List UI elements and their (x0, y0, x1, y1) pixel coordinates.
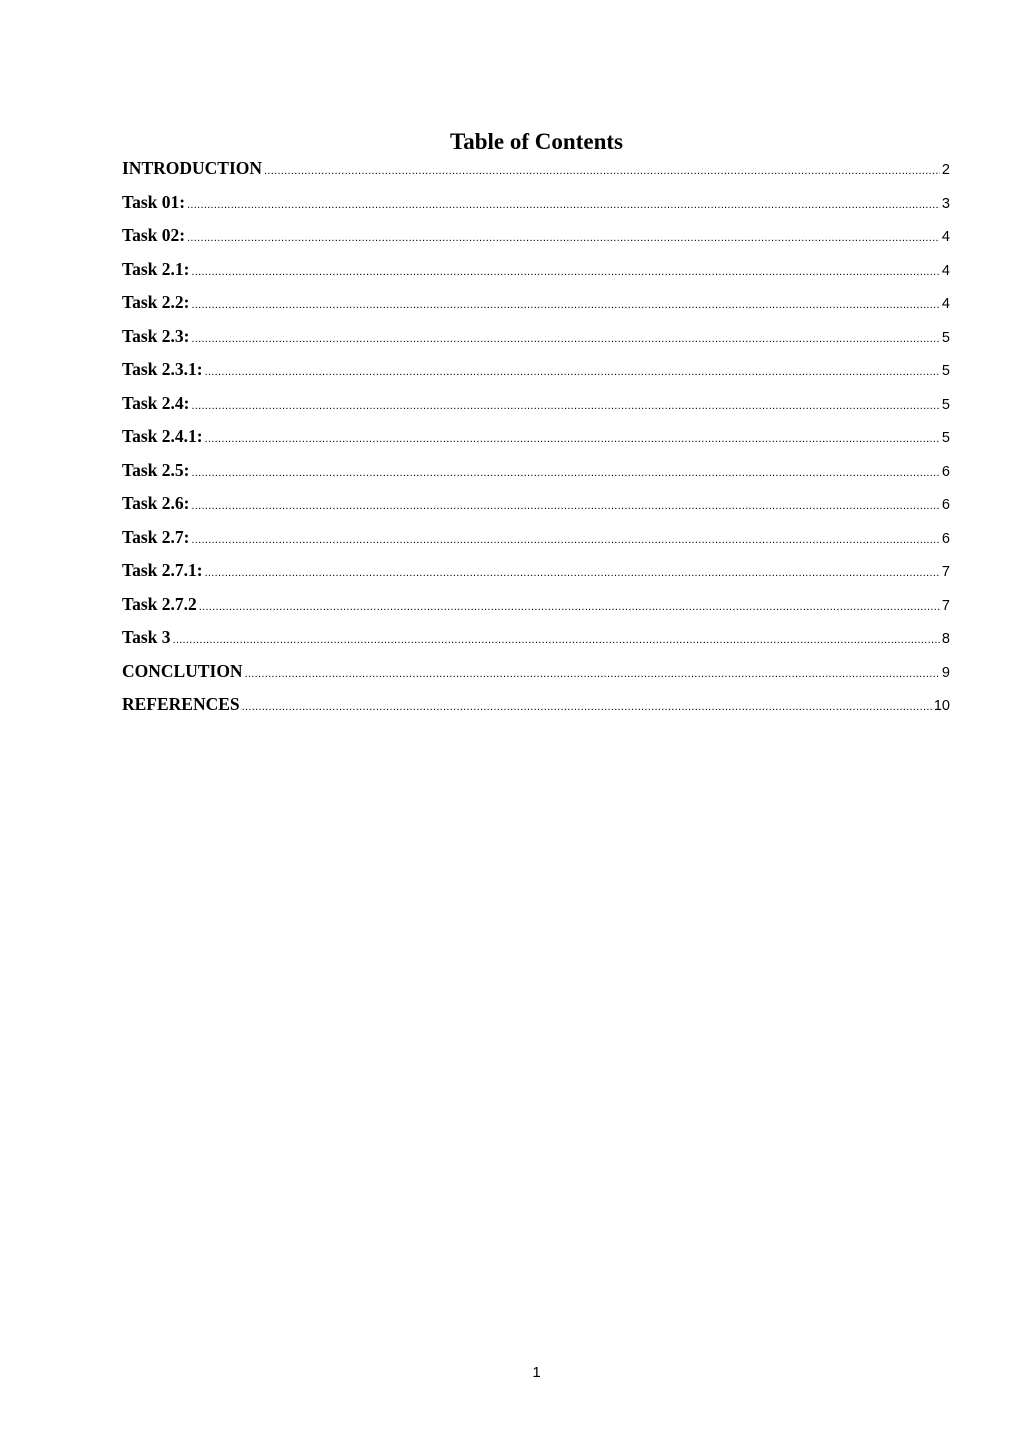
toc-entry-task-2-6[interactable] (122, 492, 950, 526)
toc-entry-task-2-4[interactable] (122, 392, 950, 426)
toc-entry-page: 7 (941, 597, 950, 614)
toc-entry-task-2-7-2[interactable] (122, 593, 950, 627)
dot-leader (191, 462, 939, 484)
toc-entry-page: 7 (941, 564, 950, 580)
toc-entry-task-2-3-1[interactable] (122, 358, 950, 392)
toc-entry-task-2-4-1[interactable] (122, 425, 950, 459)
dot-leader (187, 227, 940, 249)
dot-leader (205, 562, 940, 584)
toc-entry-label: Task 2.7: (122, 526, 190, 547)
toc-entry-label: Task 2.5: (122, 459, 190, 480)
toc-entry-label: Task 2.2: (122, 292, 190, 312)
dot-leader (199, 596, 940, 618)
toc-title: Table of Contents (450, 129, 623, 154)
toc-entry-label: Task 2.3: (122, 325, 190, 346)
toc-entry-page: 6 (941, 497, 950, 513)
dot-leader (191, 261, 939, 283)
toc-entry-page: 8 (941, 631, 950, 647)
dot-leader (242, 696, 932, 718)
dot-leader (187, 194, 940, 216)
toc-entry-label: INTRODUCTION (122, 158, 263, 178)
toc-entry-task-2-2[interactable] (122, 291, 950, 325)
dot-leader (205, 361, 940, 383)
toc-entry-task-2-3[interactable] (122, 325, 950, 359)
toc-entry-label: Task 2.1: (122, 258, 190, 279)
toc-entry-page: 9 (941, 664, 950, 681)
toc-entry-task-2-7[interactable] (122, 526, 950, 560)
toc-entry-label: Task 2.4: (122, 392, 190, 413)
toc-entry-task-02[interactable] (122, 224, 950, 258)
toc-entry-task-3[interactable] (122, 626, 950, 660)
dot-leader (245, 663, 940, 685)
toc-entry-label: Task 2.4.1: (122, 426, 203, 446)
toc-entry-label: Task 3 (122, 627, 171, 647)
toc-entry-page: 4 (941, 262, 950, 279)
toc-entry-label: Task 2.7.1: (122, 560, 203, 580)
dot-leader (191, 495, 939, 517)
toc-entry-label: Task 02: (122, 225, 186, 245)
toc-entry-label: CONCLUTION (122, 660, 243, 681)
toc-entry-references[interactable] (122, 693, 950, 727)
dot-leader (191, 529, 939, 551)
toc-entry-page: 5 (941, 363, 950, 379)
toc-entry-page: 3 (941, 195, 950, 212)
toc-entry-page: 5 (941, 329, 950, 346)
toc-entry-label: Task 2.6: (122, 493, 190, 513)
toc-entry-conclution[interactable] (122, 660, 950, 694)
dot-leader (172, 629, 939, 651)
toc-entry-label: Task 01: (122, 191, 186, 212)
toc-entry-label: REFERENCES (122, 694, 240, 714)
dot-leader (191, 395, 939, 417)
toc-entry-page: 5 (941, 396, 950, 413)
toc-entry-page: 10 (933, 698, 950, 714)
toc-entry-page: 4 (941, 296, 950, 312)
toc-entry-page: 6 (941, 463, 950, 480)
page-number: 1 (532, 1364, 541, 1381)
toc-entry-page: 6 (941, 530, 950, 547)
toc-entry-task-2-7-1[interactable] (122, 559, 950, 593)
dot-leader (191, 328, 939, 350)
toc-entry-task-2-1[interactable] (122, 258, 950, 292)
toc-entry-page: 5 (941, 430, 950, 446)
toc-list (122, 157, 950, 727)
toc-entry-introduction[interactable] (122, 157, 950, 191)
toc-entry-label: Task 2.7.2 (122, 593, 197, 614)
toc-entry-task-01[interactable] (122, 191, 950, 225)
toc-entry-task-2-5[interactable] (122, 459, 950, 493)
toc-entry-label: Task 2.3.1: (122, 359, 203, 379)
dot-leader (205, 428, 940, 450)
toc-entry-page: 4 (941, 229, 950, 245)
dot-leader (264, 160, 940, 182)
dot-leader (191, 294, 939, 316)
toc-entry-page: 2 (941, 162, 950, 178)
